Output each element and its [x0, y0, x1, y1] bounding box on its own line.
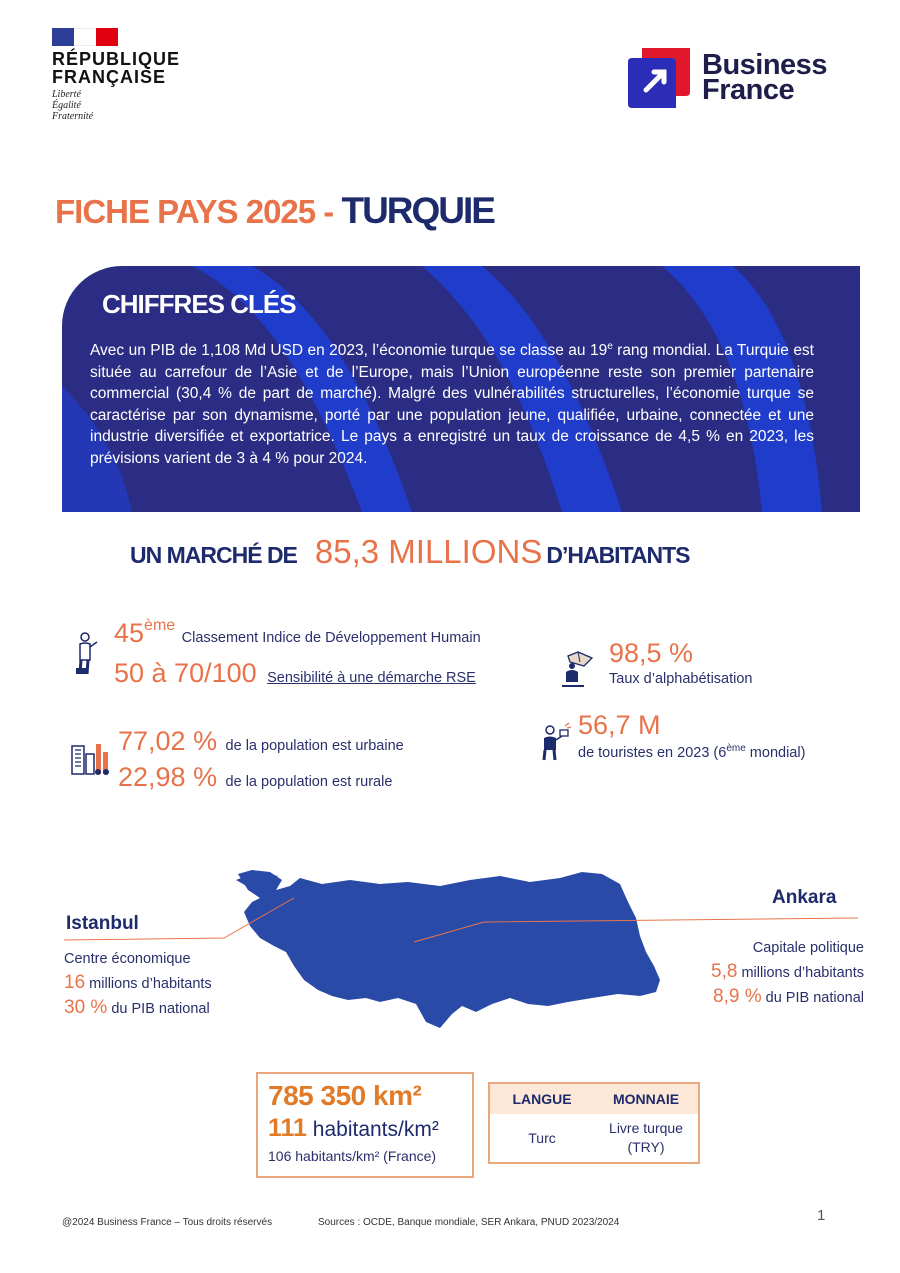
ankara-info — [711, 936, 864, 1010]
rse-label: Sensibilité à une démarche RSE — [267, 670, 476, 686]
rf-motto-liberte: Liberté — [52, 89, 81, 100]
tourists-label-part2: mondial) — [745, 744, 806, 761]
tourist-photographer-icon — [538, 722, 572, 762]
language-value: Turc — [528, 1129, 556, 1146]
istanbul-pop-value: 16 — [64, 972, 86, 993]
area-density-box — [256, 1072, 474, 1178]
currency-line2: (TRY) — [627, 1139, 665, 1155]
market-value: 85,3 MILLIONS — [314, 533, 543, 570]
business-france-logo — [628, 48, 827, 108]
literacy-label: Taux d’alphabétisation — [609, 671, 753, 687]
key-figures-text — [90, 336, 814, 469]
market-suffix: D’HABITANTS — [546, 542, 690, 568]
ankara-gdp — [711, 985, 864, 1010]
currency-line1: Livre turque — [609, 1120, 683, 1136]
ankara-gdp-label: du PIB national — [761, 990, 864, 1006]
hdi-label: Classement Indice de Développement Humain — [181, 630, 481, 646]
istanbul-role: Centre économique — [64, 951, 191, 967]
header-language: LANGUE — [512, 1091, 572, 1107]
key-text-sup: e — [607, 341, 613, 352]
ankara-population — [711, 960, 864, 985]
rural-value: 22,98 % — [118, 762, 218, 792]
tourists-value: 56,7 M — [578, 710, 661, 740]
urban-stat — [118, 726, 404, 757]
market-prefix: UN MARCHÉ DE — [130, 542, 297, 568]
density-value: 111 — [268, 1114, 307, 1142]
marianne-flag-icon — [52, 28, 118, 46]
header-currency: MONNAIE — [612, 1091, 680, 1107]
city-buildings-icon — [70, 742, 110, 776]
title-prefix: FICHE PAYS 2025 - — [55, 193, 342, 230]
page-title — [55, 190, 494, 232]
area-km: 785 350 km² — [268, 1080, 422, 1111]
footer-copyright: @2024 Business France – Tous droits réservés — [62, 1217, 273, 1228]
istanbul-info — [64, 947, 212, 1021]
istanbul-gdp — [64, 996, 212, 1021]
currency-value — [594, 1114, 698, 1162]
density — [268, 1114, 462, 1143]
hdi-sup: ème — [144, 617, 176, 634]
urban-label: de la population est urbaine — [225, 738, 404, 754]
rf-motto-fraternite: Fraternité — [52, 111, 94, 122]
rse-stat — [114, 658, 476, 689]
density-label: habitants/km² — [306, 1118, 439, 1141]
rf-motto-egalite: Égalité — [52, 100, 81, 111]
key-text-part1: Avec un PIB de 1,108 Md USD en 2023, l’économie turque se classe au 19 — [90, 342, 608, 360]
istanbul-gdp-value: 30 % — [64, 997, 108, 1018]
reading-book-icon — [556, 650, 596, 688]
urban-value: 77,02 % — [118, 726, 218, 756]
hdi-stat — [114, 617, 481, 649]
rf-name-line2: FRANÇAISE — [52, 67, 167, 87]
literacy-value: 98,5 % — [609, 638, 694, 668]
person-pointing-icon — [74, 630, 100, 676]
ankara-pop-value: 5,8 — [711, 961, 738, 982]
literacy-stat — [609, 638, 753, 687]
rural-stat — [118, 762, 392, 793]
istanbul-population — [64, 971, 212, 996]
tourists-label-part1: de touristes en 2023 (6 — [578, 744, 727, 761]
hdi-value: 45 — [114, 618, 145, 648]
title-country: TURQUIE — [341, 190, 494, 231]
business-france-mark-icon — [628, 48, 690, 108]
rse-value: 50 à 70/100 — [114, 658, 257, 688]
istanbul-gdp-label: du PIB national — [107, 1001, 210, 1017]
rf-name-line1: RÉPUBLIQUE — [52, 49, 181, 69]
language-currency-table — [488, 1082, 700, 1164]
istanbul-pop-label: millions d’habitants — [85, 976, 212, 992]
market-headline — [130, 533, 690, 571]
key-figures-panel — [62, 266, 860, 512]
istanbul-name: Istanbul — [66, 913, 139, 934]
key-figures-heading: CHIFFRES CLÉS — [102, 289, 296, 319]
ankara-role: Capitale politique — [752, 940, 864, 956]
france-density: 106 habitants/km² (France) — [268, 1148, 437, 1164]
table-header-row — [490, 1084, 698, 1114]
republique-francaise-logo — [52, 28, 222, 122]
rural-label: de la population est rurale — [225, 774, 393, 790]
table-row — [490, 1114, 698, 1162]
bf-name-line1: Business — [702, 49, 827, 81]
key-text-part2: rang mondial. La Turquie est située au carrefour de l’Asie et de l’Europe, mais l’Union européenne reste son premier partenaire commercial (30,4 % de part de marché). Malgré des vulnérabilités structurelles, l’économie turque se caractérise par son dynamisme, porté par une population jeune, qualifiée, urbaine, connectée et une industrie diversifiée et exportatrice. Le pays a enregistré un taux de croissance de 4,5 % en 2023, les prévisions varient de 3 à 4 % pour 2024. — [90, 342, 814, 467]
page-number: 1 — [817, 1207, 826, 1224]
ankara-pop-label: millions d’habitants — [737, 965, 864, 981]
bf-name-line2: France — [702, 74, 795, 106]
ankara-gdp-value: 8,9 % — [713, 986, 762, 1007]
ankara-name: Ankara — [772, 887, 837, 908]
tourists-label — [578, 743, 805, 761]
tourists-stat — [578, 710, 805, 761]
tourists-label-sup: ème — [726, 743, 746, 754]
footer-sources: Sources : OCDE, Banque mondiale, SER Ankara, PNUD 2023/2024 — [318, 1217, 620, 1228]
